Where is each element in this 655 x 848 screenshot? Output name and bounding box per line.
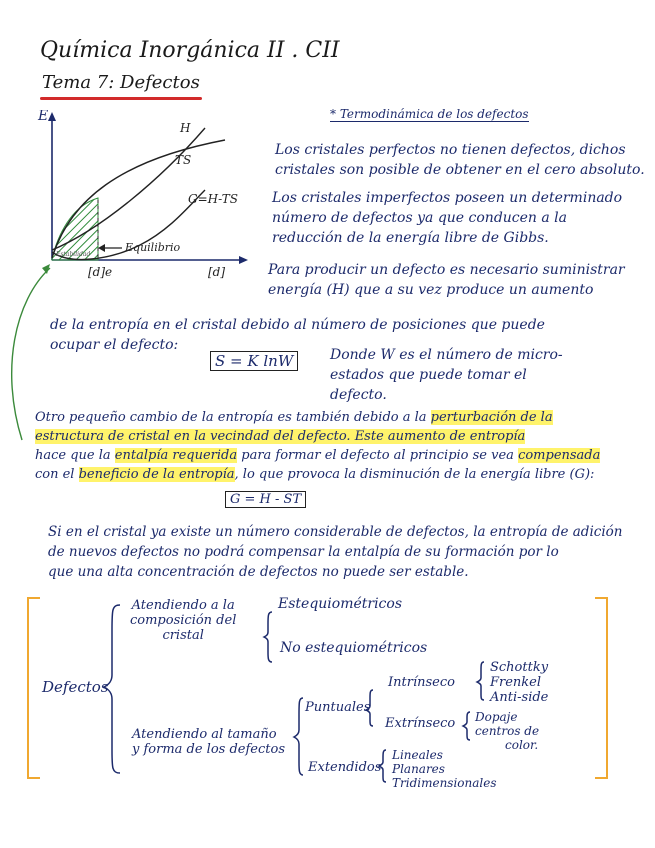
tree-extendidos: Extendidos	[308, 760, 382, 775]
ts-label: TS	[175, 153, 192, 167]
tree-puntuales: Puntuales	[305, 700, 371, 715]
paragraph-6: Si en el cristal ya existe un número considerable de defectos, la entropía de adición de nuevos defectos no podrá compensar la entalpía de su formación por lo que una alta concentración de defectos no puede ser estable.	[48, 524, 623, 580]
formula-entropy-note: Donde W es el número de micro- estados que puede tomar el defecto.	[330, 347, 563, 403]
x-tick-eq: [d]e	[88, 265, 113, 279]
tree-root: Defectos	[42, 678, 109, 696]
tree-branch-size: Atendiendo al tamaño y forma de los defectos	[132, 727, 285, 757]
formula-entropy: S = K lnW	[210, 352, 298, 370]
tree-extendidos-items: Lineales Planares Tridimensionales	[392, 748, 497, 790]
section-heading: * Termodinámica de los defectos	[330, 107, 529, 121]
paragraph-1: Los cristales perfectos no tienen defectos, dichos cristales son posible de obtener en el cero absoluto.	[275, 142, 645, 178]
tree-extrinseco-items: Dopaje centros de color.	[475, 710, 540, 752]
paragraph-5: Otro pequeño cambio de la entropía es también debido a la perturbación de la estructura de cristal en la vecindad del defecto. Este aumento de entropía hace que la entalpía requerida para formar el defecto al principio se vea compensada con el beneficio de la entropía, lo que provoca la disminución de la energía libre (G):	[35, 410, 601, 482]
y-axis-label: E	[38, 110, 49, 124]
tree-non-stoichiometric: No estequiométricos	[280, 640, 428, 656]
stability-label: Estabilidad	[56, 251, 91, 258]
subtitle-underline	[40, 97, 202, 100]
page-title: Química Inorgánica II . CII	[40, 38, 340, 63]
paragraph-4: de la entropía en el cristal debido al número de posiciones que puede ocupar el defecto:	[50, 317, 545, 353]
h-label: H	[180, 121, 191, 135]
equilibrium-label: Equilibrio	[125, 241, 181, 254]
g-label: G=H-TS	[188, 192, 238, 206]
tree-branch-composition: Atendiendo a la composición del cristal	[130, 598, 237, 643]
tree-intrinseco-items: Schottky Frenkel Anti-side	[490, 660, 549, 705]
paragraph-2: Los cristales imperfectos poseen un determinado número de defectos ya que conducen a la reducción de la energía libre de Gibbs.	[272, 190, 623, 246]
energy-graph	[30, 110, 250, 285]
page-subtitle: Tema 7: Defectos	[42, 72, 200, 93]
tree-stoichiometric: Estequiométricos	[278, 596, 403, 612]
paragraph-3: Para producir un defecto es necesario suministrar energía (H) que a su vez produce un aumento	[268, 262, 625, 298]
formula-gibbs: G = H - ST	[225, 492, 306, 507]
tree-extrinseco: Extrínseco	[385, 716, 456, 731]
x-axis-label: [d]	[208, 265, 226, 279]
tree-intrinseco: Intrínseco	[388, 675, 455, 690]
